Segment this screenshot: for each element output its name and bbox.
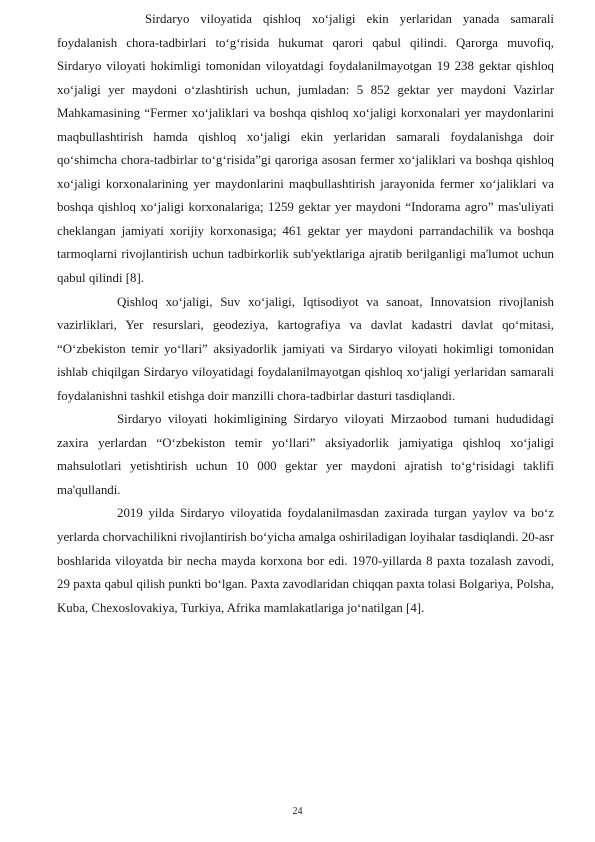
body-text [57,8,554,620]
paragraph-land-use-decree: Sirdaryo viloyatida qishloq xo‘jaligi ekin yerlaridan yanada samarali foydalanish chora-tadbirlari to‘g‘risida hukumat qarori qabul qilindi. Qarorga muvofiq, Sirdaryo viloyati hokimligi tomonidan viloyatdagi foydalanilmayotgan 19 238 gektar qishloq xo‘jaligi yer maydoni o‘zlashtirish uchun, jumladan: 5 852 gektar yer maydoni Vazirlar Mahkamasining “Fermer xo‘jaliklari va boshqa qishloq xo‘jaligi korxonalari yer maydonlarini maqbullashtirish hamda qishloq xo‘jaligi ekin yerlaridan samarali foydalanishga doir qo‘shimcha chora-tadbirlar to‘g‘risida”gi qaroriga asosan fermer xo‘jaliklari va boshqa qishloq xo‘jaligi korxonalarining yer maydonlarini maqbullashtirish jarayonida fermer xo‘jaliklari va boshqa qishloq xo‘jaligi korxonalariga; 1259 gektar yer maydoni “Indorama agro” mas'uliyati cheklangan jamiyati xorijiy korxonasiga; 461 gektar yer maydoni parrandachilik va boshqa tarmoqlarni rivojlantirish uchun tadbirkorlik sub'yektlariga ajratib berilganligi ma'lumot uchun qabul qilindi [8]. [57,12,554,286]
page-number: 24 [292,806,303,817]
paragraph-livestock-history: 2019 yilda Sirdaryo viloyatida foydalanilmasdan zaxirada turgan yaylov va bo‘z yerlarda chorvachilikni rivojlantirish bo‘yicha amalga oshiriladigan loyihalar tasdiqlandi. 20-asr boshlarida viloyatda bir necha mayda korxona bor edi. 1970-yillarda 8 paxta tozalash zavodi, 29 paxta qabul qilish punkti bo‘lgan. Paxta zavodlaridan chiqqan paxta tolasi Bolgariya, Polsha, Kuba, Chexoslovakiya, Turkiya, Afrika mamlakatlariga jo‘natilgan [4]. [57,506,554,615]
paragraph-approved-program: Qishloq xo‘jaligi, Suv xo‘jaligi, Iqtisodiyot va sanoat, Innovatsion rivojlanish vazirliklari, Yer resurslari, geodeziya, kartografiya va davlat kadastri davlat qo‘mitasi, “O‘zbekiston temir yo‘llari” aksiyadorlik jamiyati va Sirdaryo viloyati hokimligi tomonidan ishlab chiqilgan Sirdaryo viloyatidagi foydalanilmayotgan qishloq xo‘jaligi yerlaridan samarali foydalanishni tashkil etishga doir manzilli chora-tadbirlar dasturi tasdiqlandi. [57,294,554,403]
paragraph-railway-allocation: Sirdaryo viloyati hokimligining Sirdaryo viloyati Mirzaobod tumani hududidagi zaxira yerlardan “O‘zbekiston temir yo‘llari” aksiyadorlik jamiyatiga qishloq xo‘jaligi mahsulotlari yetishtirish uchun 10 000 gektar yer maydoni ajratish to‘g‘risidagi taklifi ma'qullandi. [57,412,554,497]
